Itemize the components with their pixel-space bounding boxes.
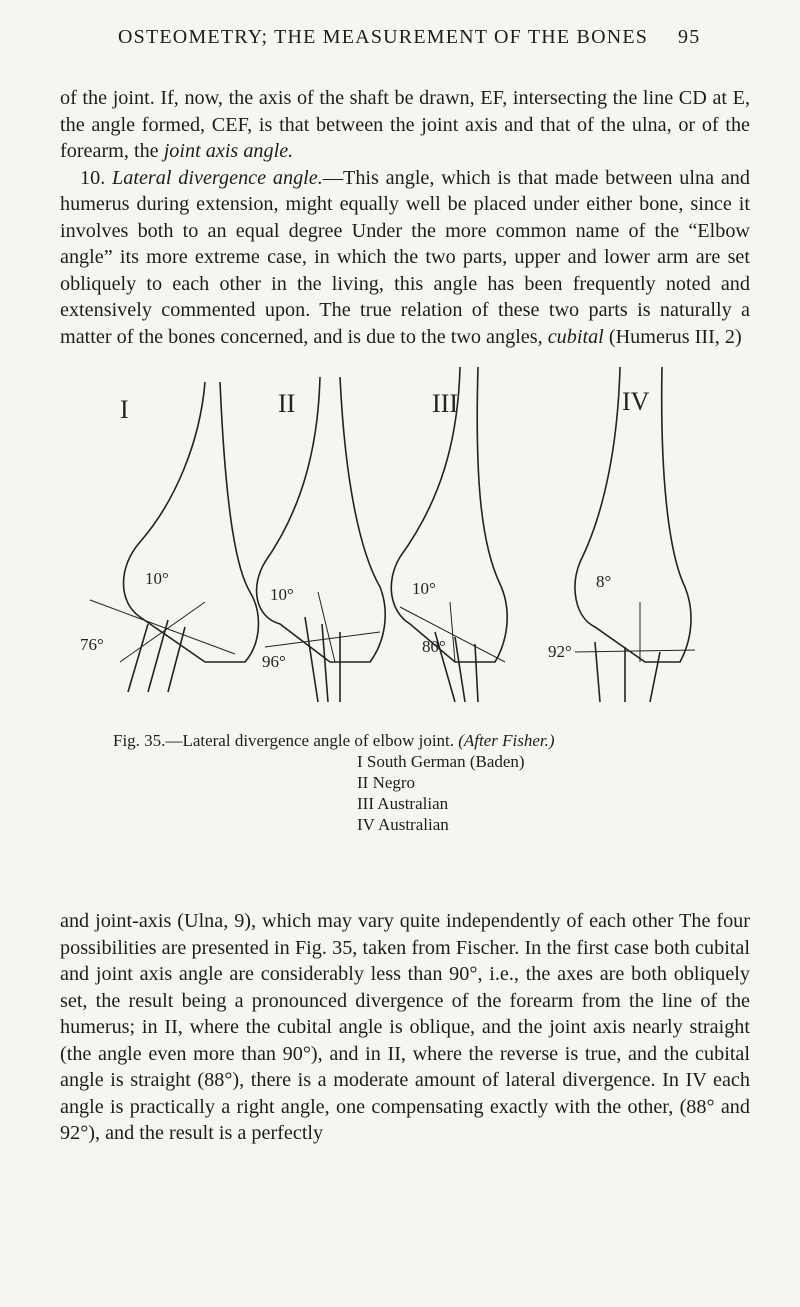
- caption-credit: (After Fisher.): [458, 731, 555, 750]
- bottom-paragraph: and joint-axis (Ulna, 9), which may vary quite independently of each other The four possibilities are presented in Fig. 35, taken from Fischer. In the first case both cubital and joint axis angle are considerably less than 90°, i.e., the axes are both obliquely set, the result being a pronounced divergence of the forearm from the line of the humerus; in II, where the cubital angle is oblique, and the joint axis nearly straight (the angle even more than 90°), and in II, where the reverse is true, and the cubital angle is straight (88°), there is a moderate amount of lateral divergence. In IV each angle is practically a right angle, one compensating exactly with the other, (88° and 92°), and the result is a perfectly: [60, 910, 750, 1144]
- axis-lines: [400, 602, 505, 662]
- body-text-bottom: [60, 908, 750, 1147]
- caption-first-line: [113, 730, 753, 751]
- caption-line: I South German (Baden): [357, 752, 525, 771]
- section-text: —This angle, which is that made between ulna and humerus during extension, might equally well be placed under either bone, since it involves both to an equal degree Under the more common name of the “Elbow angle” its more extreme case, in which the two parts, upper and lower arm are set obliquely to each other in the living, this angle has been frequently noted and extensively commented upon. The true relation of these two parts is naturally a matter of the bones concerned, and is due to the two angles,: [60, 166, 750, 348]
- caption-text: —Lateral divergence angle of elbow joint.: [165, 731, 459, 750]
- panel-3-lower-angle: 80°: [422, 637, 446, 656]
- intro-text: of the joint. If, now, the axis of the shaft be drawn, EF, intersecting the line CD at E, the angle formed, CEF, is that between the joint axis and that of the ulna, or of the forearm, the: [60, 87, 750, 162]
- humerus-outline: [257, 377, 386, 662]
- panel-1-numeral: I: [120, 395, 129, 424]
- figure-35: [0, 362, 800, 712]
- body-text-top: [60, 85, 750, 350]
- panel-2-numeral: II: [278, 389, 296, 418]
- intro-paragraph: [60, 85, 750, 165]
- panel-4: [548, 367, 695, 702]
- running-header: [118, 26, 718, 49]
- panel-1-upper-angle: 10°: [145, 569, 169, 588]
- panel-4-upper-angle: 8°: [596, 572, 612, 591]
- figure-caption: [113, 730, 753, 835]
- panel-1-lower-angle: 76°: [80, 635, 104, 654]
- caption-lines: [357, 751, 753, 835]
- panel-2-upper-angle: 10°: [270, 585, 294, 604]
- running-title: OSTEOMETRY; THE MEASUREMENT OF THE BONES: [118, 26, 649, 48]
- intro-emphasis: joint axis angle.: [163, 140, 294, 162]
- caption-line: IV Australian: [357, 815, 449, 834]
- panel-1: [80, 382, 258, 692]
- caption-line: III Australian: [357, 794, 449, 813]
- panel-3: [391, 367, 507, 702]
- panel-4-numeral: IV: [622, 387, 650, 416]
- caption-line: II Negro: [357, 773, 416, 792]
- section-tail: (Humerus III, 2): [603, 325, 742, 348]
- axis-lines: [90, 600, 235, 662]
- caption-label: Fig. 35.: [113, 731, 166, 750]
- panel-3-numeral: III: [432, 389, 458, 418]
- section-heading: Lateral divergence angle.: [112, 166, 323, 189]
- elbow-diagram: [0, 362, 800, 712]
- axis-lines: [575, 602, 695, 662]
- section-number: 10.: [80, 166, 106, 189]
- section-emphasis: cubital: [547, 325, 604, 348]
- panel-2: [257, 377, 386, 702]
- panel-4-lower-angle: 92°: [548, 642, 572, 661]
- panel-3-upper-angle: 10°: [412, 579, 436, 598]
- panel-2-lower-angle: 96°: [262, 652, 286, 671]
- page-number: 95: [678, 26, 701, 48]
- section-paragraph: [60, 165, 750, 351]
- forearm-lines: [128, 620, 185, 692]
